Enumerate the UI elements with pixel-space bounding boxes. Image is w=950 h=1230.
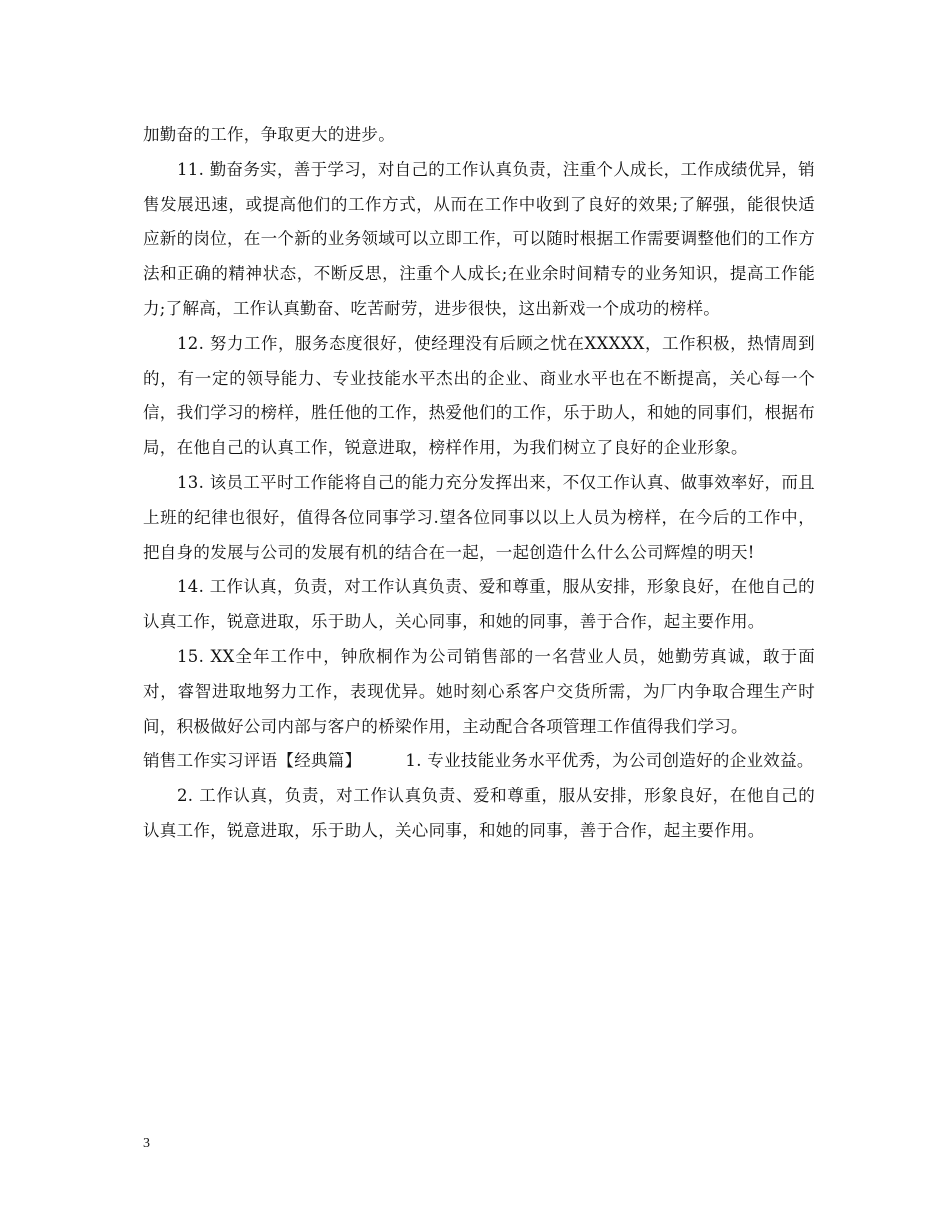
paragraph-item-14: 14. 工作认真，负责，对工作认真负责、爱和尊重，服从安排，形象良好，在他自己的认真工作，锐意进取，乐于助人，关心同事，和她的同事，善于合作，起主要作用。 [143, 577, 815, 632]
paragraph-continuation: 加勤奋的工作，争取更大的进步。 [143, 125, 395, 144]
page-number: 3 [143, 1136, 150, 1151]
document-body [143, 118, 815, 849]
paragraph-item-13: 13. 该员工平时工作能将自己的能力充分发挥出来，不仅工作认真、做事效率好，而且上班的纪律也很好，值得各位同事学习.望各位同事以以上人员为榜样，在今后的工作中，把自身的发展与公司的发展有机的结合在一起，一起创造什么什么公司辉煌的明天! [143, 472, 815, 562]
section-heading-line [143, 744, 815, 779]
paragraph-item-12: 12. 努力工作，服务态度很好，使经理没有后顾之忧在XXXXX，工作积极，热情周到的，有一定的领导能力、专业技能水平杰出的企业、商业水平也在不断提高，关心每一个信，我们学习的榜样，胜任他的工作，热爱他们的工作，乐于助人，和她的同事们，根据布局，在他自己的认真工作，锐意进取，榜样作用，为我们树立了良好的企业形象。 [143, 333, 815, 458]
section-heading: 销售工作实习评语【经典篇】 [143, 751, 362, 771]
paragraph-item-11: 11. 勤奋务实，善于学习，对自己的工作认真负责，注重个人成长，工作成绩优异，销售发展迅速，或提高他们的工作方式，从而在工作中收到了良好的效果;了解强，能很快适应新的岗位，在一个新的业务领域可以立即工作，可以随时根据工作需要调整他们的工作方法和正确的精神状态，不断反思，注重个人成长;在业余时间精专的业务知识，提高工作能力;了解高，工作认真勤奋、吃苦耐劳，进步很快，这出新戏一个成功的榜样。 [143, 159, 815, 318]
section-first-item: 1. 专业技能业务水平优秀，为公司创造好的企业效益。 [405, 751, 814, 771]
paragraph-item-2: 2. 工作认真，负责，对工作认真负责、爱和尊重，服从安排，形象良好，在他自己的认真工作，锐意进取，乐于助人，关心同事，和她的同事，善于合作，起主要作用。 [143, 786, 815, 840]
paragraph-item-15: 15. XX全年工作中，钟欣桐作为公司销售部的一名营业人员，她勤劳真诚，敢于面对，睿智进取地努力工作，表现优异。她时刻心系客户交货所需，为厂内争取合理生产时间，积极做好公司内部与客户的桥梁作用，主动配合各项管理工作值得我们学习。 [143, 646, 815, 736]
